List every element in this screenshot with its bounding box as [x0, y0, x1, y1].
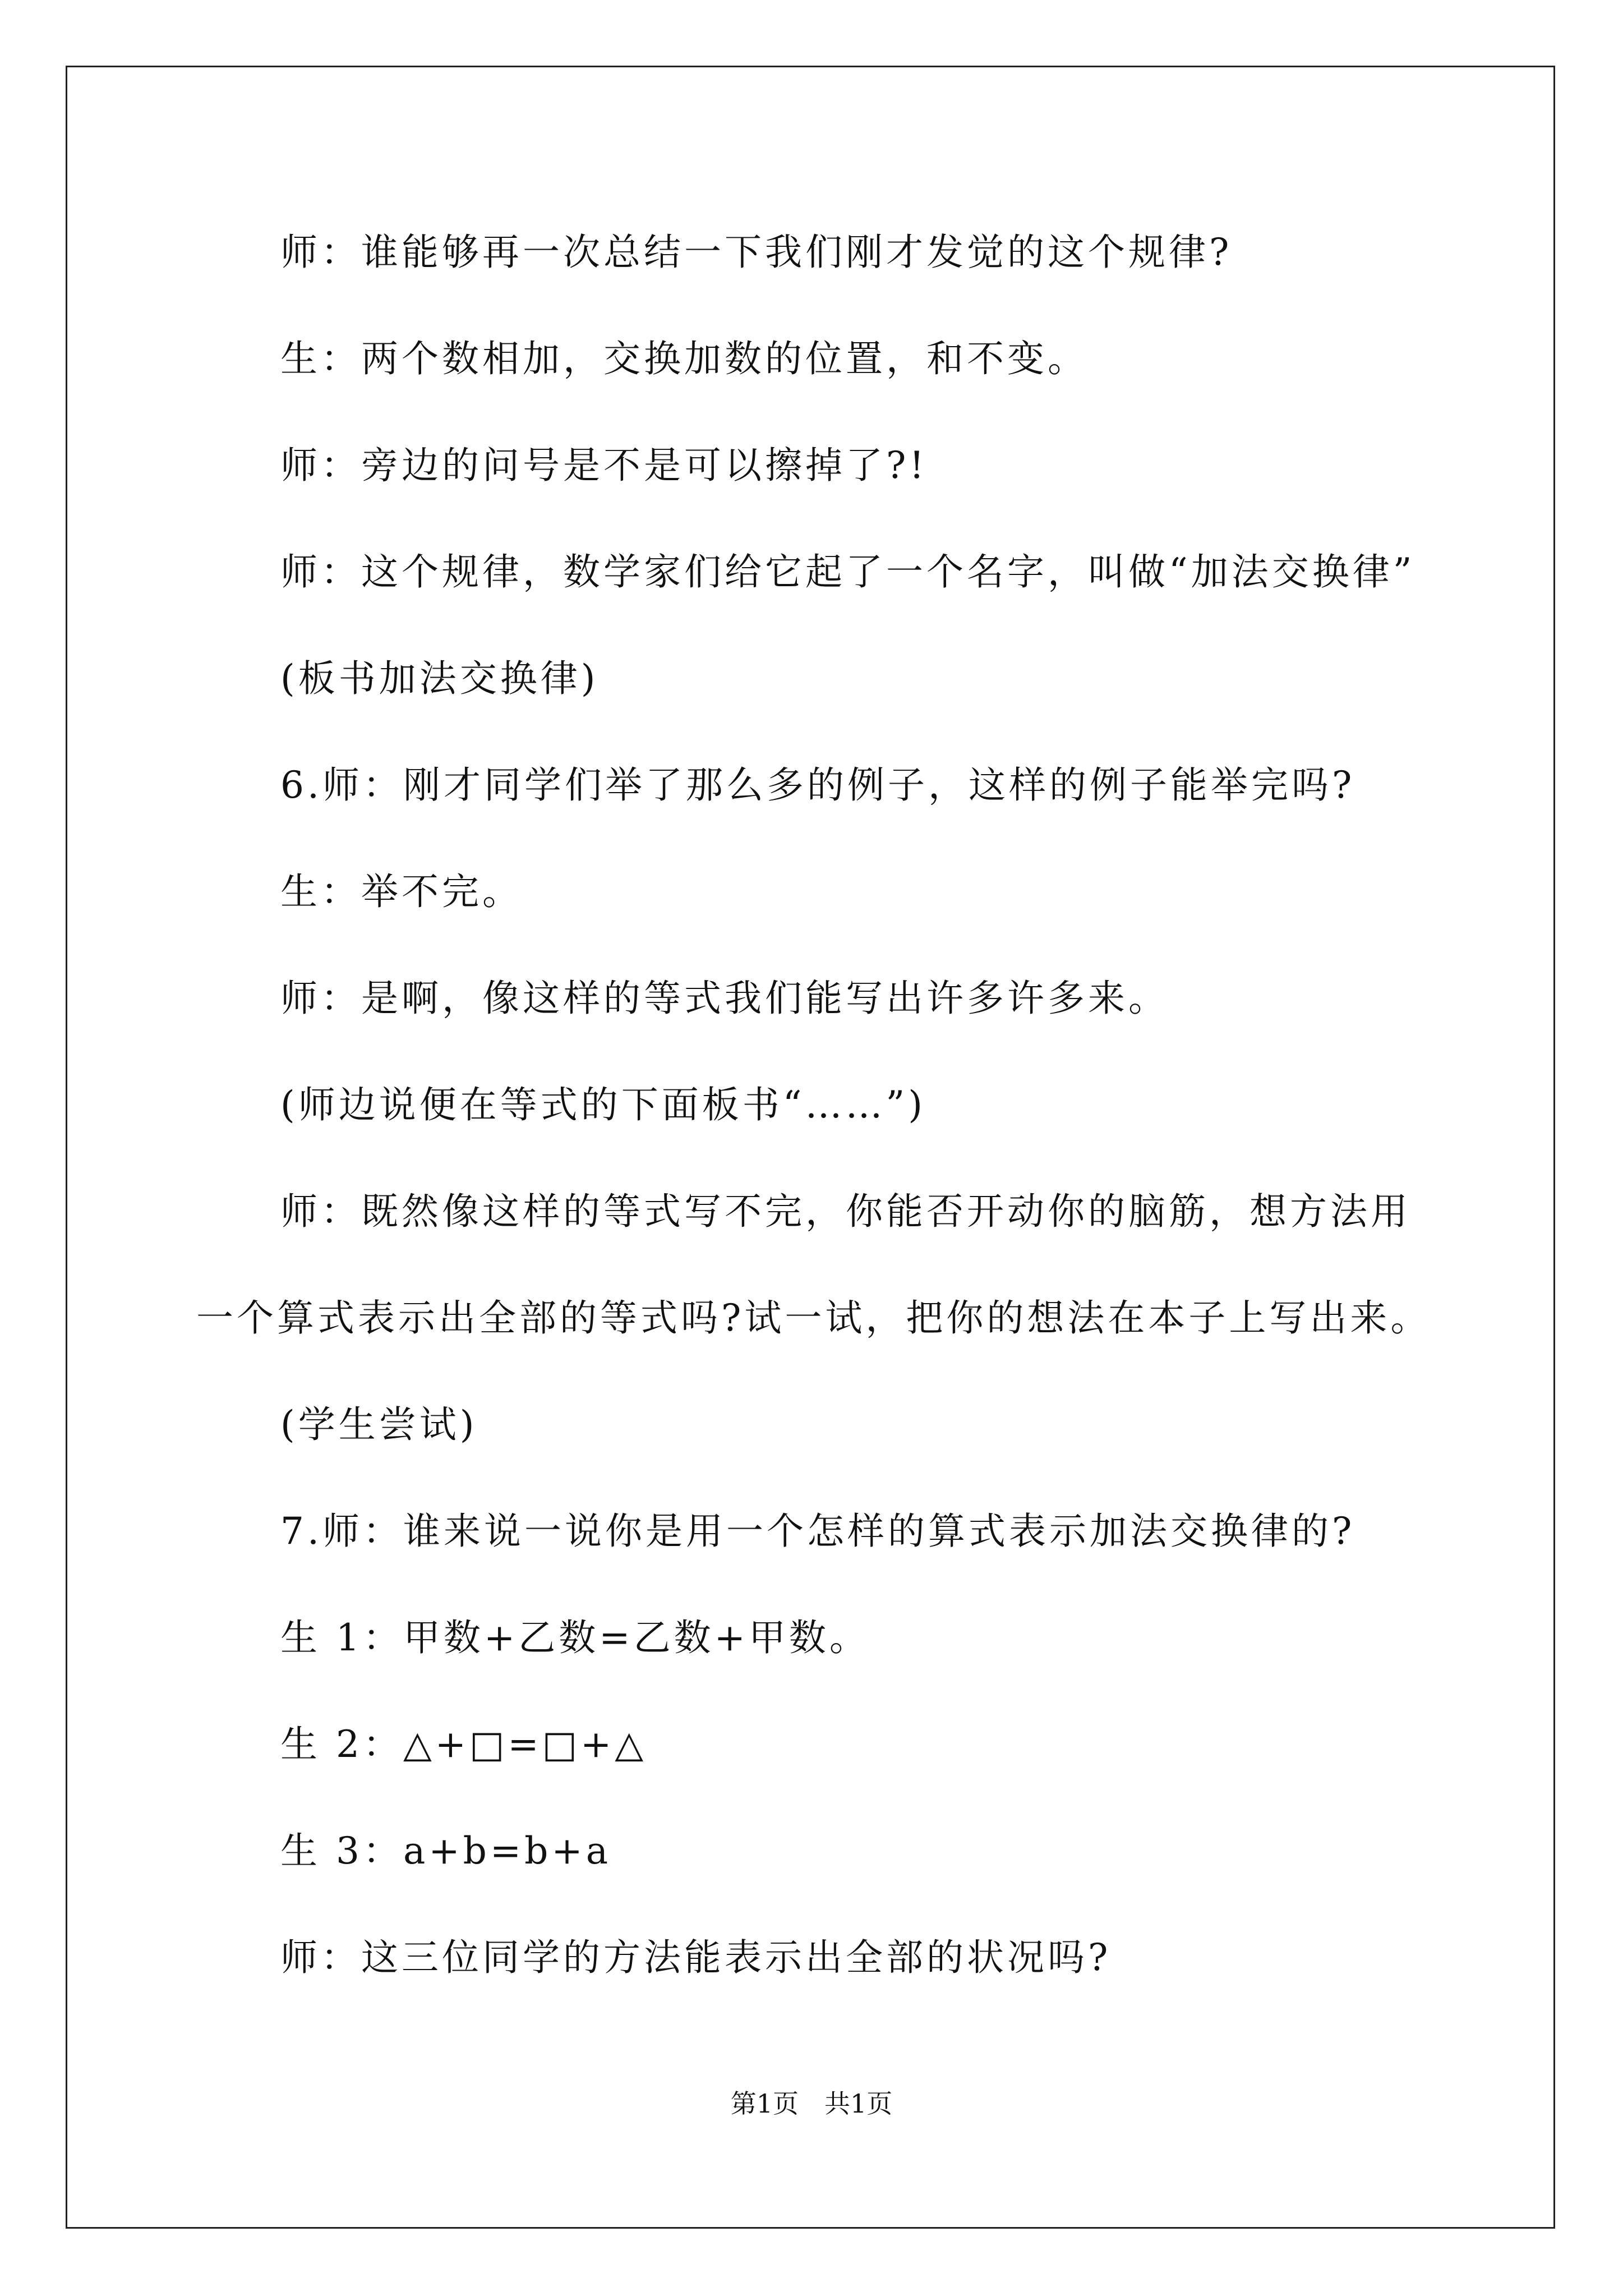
text-line: 生 3：a+b=b+a: [280, 1829, 612, 1872]
text-line: 生 2：△+□=□+△: [280, 1723, 647, 1766]
text-line: 师：既然像这样的等式写不完，你能否开动你的脑筋，想方法用: [280, 1190, 1411, 1233]
text-line: 一个算式表示出全部的等式吗?试一试，把你的想法在本子上写出来。: [196, 1296, 1431, 1340]
text-line: 生：两个数相加，交换加数的位置，和不变。: [280, 337, 1088, 380]
page-border: [66, 66, 1555, 2229]
page-total: 共1页: [824, 2088, 893, 2119]
text-line: (学生尝试): [280, 1403, 478, 1446]
text-line: 师：谁能够再一次总结一下我们刚才发觉的这个规律?: [280, 231, 1233, 274]
page-footer: [0, 2087, 1623, 2120]
text-line: 师：这三位同学的方法能表示出全部的状况吗?: [280, 1936, 1112, 1979]
text-line: (板书加法交换律): [280, 657, 599, 700]
text-line: 生 1：甲数+乙数=乙数+甲数。: [280, 1616, 870, 1659]
text-line: 师：这个规律，数学家们给它起了一个名字，叫做“加法交换律”: [280, 550, 1415, 593]
text-line: 师：旁边的问号是不是可以擦掉了?!: [280, 444, 928, 487]
page-number: 第1页: [730, 2088, 799, 2119]
text-line: 师：是啊，像这样的等式我们能写出许多许多来。: [280, 977, 1169, 1020]
text-line: (师边说便在等式的下面板书“……”): [280, 1083, 926, 1126]
text-line: 7.师：谁来说一说你是用一个怎样的算式表示加法交换律的?: [280, 1510, 1355, 1553]
text-line: 生：举不完。: [280, 870, 523, 913]
text-line: 6.师：刚才同学们举了那么多的例子，这样的例子能举完吗?: [280, 763, 1355, 807]
